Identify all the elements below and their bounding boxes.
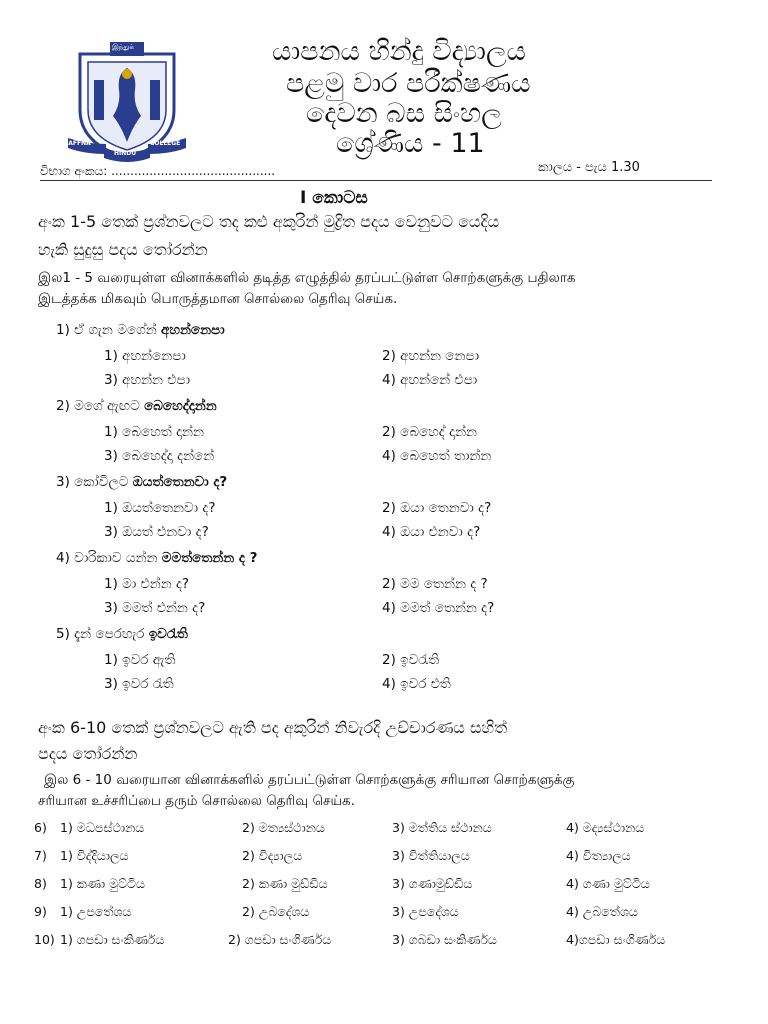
- option-2[interactable]: 2) විද්‍යාලය: [242, 848, 303, 863]
- question-number: 8): [34, 876, 47, 891]
- option-1[interactable]: 1) කණා මුට්ටිය: [60, 876, 146, 891]
- option-2[interactable]: 2) උබදේශය: [242, 904, 310, 919]
- question-stem: 5) දැන් පෙරහැර ඉවරැති: [56, 626, 188, 642]
- part1-tamil-line2: இடத்தக்க மிகவும் பொருத்தமான சொல்லை தெரிவு செய்க.: [38, 291, 398, 307]
- question-number: 7): [34, 848, 47, 863]
- option-1[interactable]: 1) බෙහෙත් දාන්න: [104, 424, 204, 440]
- option-2[interactable]: 2) අහන්න නෙපා: [382, 348, 480, 364]
- part2-instruction-line1: අංක 6-10 තෙක් ප්‍රශ්නවලට ඇති පද අකුරින් නිවැරදි උච්චාරණය සහිත්: [38, 718, 508, 737]
- part1-instruction-line2: හැකි සුදුසු පදය තෝරන්න: [38, 240, 208, 259]
- option-4[interactable]: 4) විත්‍යාලය: [566, 848, 631, 863]
- option-4[interactable]: 4) බෙහෙත් තාන්න: [382, 448, 492, 464]
- question-stem: 2) මගේ ඇඟට බෙහෙද්දාන්න: [56, 398, 217, 414]
- option-2[interactable]: 2) ඉවරැති: [382, 652, 440, 668]
- option-3[interactable]: 3) බෙහෙද්දා දන්නේ: [104, 448, 215, 464]
- question-number: 9): [34, 904, 47, 919]
- option-4[interactable]: 4) මද්‍යස්ථානය: [566, 820, 645, 835]
- option-3[interactable]: 3) ගබඩා සංකිර්ණය: [392, 932, 497, 947]
- option-3[interactable]: 3) ඉවර රැති: [104, 676, 174, 692]
- subject-title: දෙවන බස සිංහල: [306, 98, 502, 129]
- school-name: යාපනය හින්දු විද්‍යාලය: [272, 36, 526, 67]
- option-1[interactable]: 1) අහන්නෙපා: [104, 348, 186, 364]
- option-3[interactable]: 3) ගණාමුඩ්ඩිය: [392, 876, 473, 891]
- option-1[interactable]: 1) ඉවර ඇති: [104, 652, 176, 668]
- option-4[interactable]: 4) අහන්නේ එපා: [382, 372, 478, 388]
- option-1[interactable]: 1) විද්දියාලය: [60, 848, 129, 863]
- part2-instruction-line2: පදය තෝරන්න: [38, 744, 138, 763]
- option-3[interactable]: 3) ඔයත් එනවා ද?: [104, 524, 209, 540]
- section-title: I කොටස: [300, 188, 368, 208]
- option-2[interactable]: 2) මත්‍යස්ථානය: [242, 820, 325, 835]
- question-number: 10): [34, 932, 55, 947]
- question-stem: 4) වාරිකාව යන්න මමත්තෙන්න ද ?: [56, 550, 258, 566]
- option-1[interactable]: 1) උපතේශය: [60, 904, 132, 919]
- question-stem: 1) ඒ ගැන මගේන් අහන්නෙපා: [56, 322, 225, 338]
- option-4[interactable]: 4) ගණා මුට්ටිය: [566, 876, 650, 891]
- option-4[interactable]: 4)ගපඩා සංගිර්ණය: [566, 932, 666, 947]
- option-2[interactable]: 2) ඔයා තෙනවා ද?: [382, 500, 492, 516]
- time-label: කාලය - පැය 1.30: [538, 160, 640, 175]
- index-number-label: විභාග අංකය: ...........................................: [40, 164, 276, 178]
- logo-text-right: COLLEGE: [150, 140, 181, 147]
- option-1[interactable]: 1) ගපඩා සංකිර්ණය: [60, 932, 165, 947]
- question-stem: 3) කෝවිලට ඔයත්තෙනවා ද?: [56, 474, 228, 490]
- option-1[interactable]: 1) මා එන්න ද?: [104, 576, 190, 592]
- option-4[interactable]: 4) උබතේශය: [566, 904, 638, 919]
- option-4[interactable]: 4) ඔයා එනවා ද?: [382, 524, 481, 540]
- grade-title: ශ්‍රේණිය - 11: [336, 128, 485, 159]
- option-2[interactable]: 2) කණා මුඩ්ඩිය: [242, 876, 328, 891]
- part2-tamil-line1: இல 6 - 10 வரையான வினாக்களில் தரப்பட்டுள்ள சொற்களுக்கு சரியான சொற்களுக்கு: [44, 772, 575, 788]
- logo-text-left: JAFFNA: [66, 140, 91, 147]
- part1-tamil-line1: இல1 - 5 வரையுள்ள வினாக்களில் தடித்த எழுத்தில் தரப்பட்டுள்ள சொற்களுக்கு பதிலாக: [38, 270, 576, 286]
- option-3[interactable]: 3) අහන්න එපා: [104, 372, 191, 388]
- part2-tamil-line2: சரியான உச்சரிப்பை தரும் சொல்லை தெரிவு செய்க.: [38, 793, 355, 809]
- option-1[interactable]: 1) ඔයත්තෙනවා ද?: [104, 500, 216, 516]
- option-3[interactable]: 3) මත්තිය ස්ථානය: [392, 820, 492, 835]
- logo-text-bottom: HINDU: [114, 150, 137, 157]
- exam-title: පළමු වාර පරීක්ෂණය: [286, 68, 531, 99]
- option-3[interactable]: 3) උපදේශය: [392, 904, 459, 919]
- logo-text-top: இந்துக்: [112, 43, 134, 51]
- header-divider: [40, 180, 712, 181]
- option-3[interactable]: 3) මමත් එන්න ද?: [104, 600, 206, 616]
- option-1[interactable]: 1) මධපස්ථානය: [60, 820, 145, 835]
- option-2[interactable]: 2) බෙහෙද් දාන්න: [382, 424, 478, 440]
- option-3[interactable]: 3) විත්තියාලය: [392, 848, 470, 863]
- option-2[interactable]: 2) ගපඩා සංගිර්ණය: [228, 932, 332, 947]
- part1-instruction-line1: අංක 1-5 තෙක් ප්‍රශ්නවලට තද කළු අකුරින් මුද්‍රිත පදය වෙනුවට යෙදිය: [38, 212, 500, 231]
- option-4[interactable]: 4) මමත් තෙන්න ද?: [382, 600, 495, 616]
- option-4[interactable]: 4) ඉවර එති: [382, 676, 451, 692]
- question-number: 6): [34, 820, 47, 835]
- option-2[interactable]: 2) මම තෙන්න ද ?: [382, 576, 488, 592]
